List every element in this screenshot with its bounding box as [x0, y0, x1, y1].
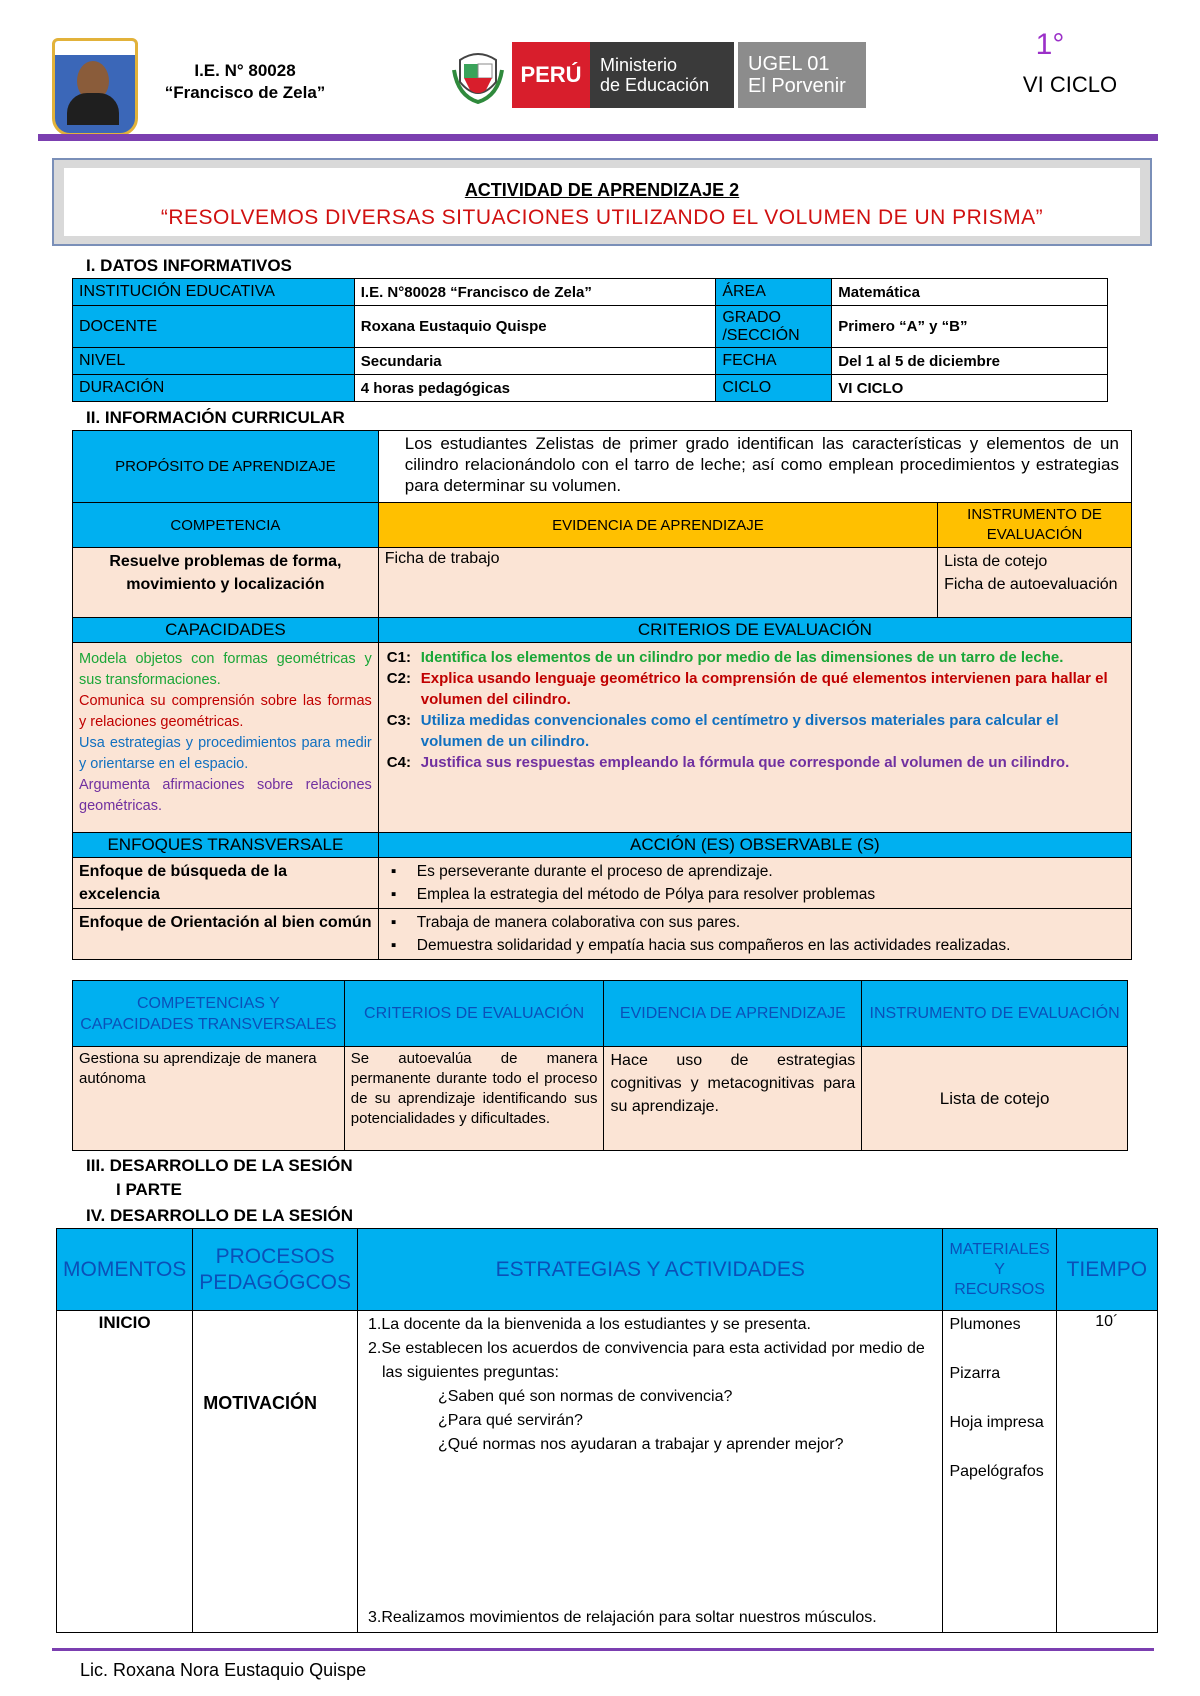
tiempo-value: 10´ [1056, 1311, 1157, 1633]
capacidad-item: Modela objetos con formas geométricas y sus transformaciones. [79, 651, 372, 688]
material-item: Papelógrafos [949, 1463, 1044, 1480]
fecha-label: FECHA [716, 348, 832, 375]
transversal-head-evidencia: EVIDENCIA DE APRENDIZAJE [604, 981, 862, 1047]
section-curricular-heading: II. INFORMACIÓN CURRICULAR [86, 408, 345, 427]
docente-value: Roxana Eustaquio Quispe [354, 306, 716, 348]
transversal-evidencia: Hace uso de estrategias cognitivas y metacognitivas para su aprendizaje. [604, 1047, 862, 1151]
area-label: ÁREA [716, 279, 832, 306]
accion-text: Es perseverante durante el proceso de aprendizaje. [416, 863, 773, 880]
transversal-competencia: Gestiona su aprendizaje de manera autónoma [73, 1047, 345, 1151]
materiales-list [943, 1311, 1056, 1633]
acciones-label: ACCIÓN (ES) OBSERVABLE (S) [378, 833, 1131, 858]
proceso-motivacion: MOTIVACIÓN [193, 1311, 358, 1633]
ugel-brand [738, 42, 866, 108]
accion-item [391, 860, 1125, 883]
pregunta-3: ¿Qué normas nos ayudaran a trabajar y aprender mejor? [437, 1436, 844, 1453]
competencia-value: Resuelve problemas de forma, movimiento y localización [73, 548, 379, 618]
transversal-head-instrumento: INSTRUMENTO DE EVALUACIÓN [862, 981, 1128, 1047]
activity-title: “RESOLVEMOS DIVERSAS SITUACIONES UTILIZANDO EL VOLUMEN DE UN PRISMA” [160, 206, 1044, 229]
instrumento-item: Ficha de autoevaluación [944, 576, 1118, 593]
accion-text: Demuestra solidaridad y empatía hacia sus compañeros en las actividades realizadas. [416, 937, 1011, 954]
datos-table [72, 278, 1108, 402]
ugel-line1: UGEL 01 [748, 53, 830, 75]
footer-author: Lic. Roxana Nora Eustaquio Quispe [80, 1660, 367, 1680]
criterio-key: C4: [386, 754, 411, 771]
proposito-label: PROPÓSITO DE APRENDIZAJE [73, 431, 379, 503]
actividad-2: 2.Se establecen los acuerdos de convivencia para esta actividad por medio de las siguientes preguntas: [367, 1340, 925, 1381]
grado-label: GRADO /SECCIÓN [716, 306, 832, 348]
actividades-cell [357, 1311, 942, 1633]
ministerio-line2: de Educación [600, 75, 710, 95]
criterios-label: CRITERIOS DE EVALUACIÓN [378, 618, 1131, 643]
section-desarrollo-heading-2: IV. DESARROLLO DE LA SESIÓN [86, 1206, 354, 1225]
school-title: “Francisco de Zela” [164, 83, 326, 102]
transversal-head-competencias: COMPETENCIAS Y CAPACIDADES TRANSVERSALES [73, 981, 345, 1047]
school-name [160, 60, 330, 104]
activity-number: ACTIVIDAD DE APRENDIZAJE 2 [464, 180, 740, 200]
head-momentos: MOMENTOS [57, 1229, 193, 1311]
area-value: Matemática [832, 279, 1108, 306]
transversal-criterio: Se autoevalúa de manera permanente durante todo el proceso de su aprendizaje identificando sus potencialidades y dificultades. [344, 1047, 604, 1151]
criterio-item [387, 752, 1121, 773]
pregunta-1: ¿Saben qué son normas de convivencia? [437, 1388, 733, 1405]
accion-item [391, 883, 1125, 906]
title-box [52, 158, 1152, 246]
capacidad-item: Usa estrategias y procedimientos para medir y orientarse en el espacio. [79, 735, 372, 772]
ugel-line2: El Porvenir [748, 75, 846, 97]
accion-item [391, 911, 1125, 934]
head-estrategias: ESTRATEGIAS Y ACTIVIDADES [357, 1229, 942, 1311]
transversal-table [72, 980, 1128, 1151]
criterio-key: C1: [386, 649, 411, 666]
head-materiales: MATERIALES Y RECURSOS [943, 1229, 1056, 1311]
proposito-text: Los estudiantes Zelistas de primer grado identifican las características y elementos de un cilindro relacionándolo con el tarro de leche; así como emplean procedimientos y estrategias para determinar su volumen. [378, 431, 1131, 503]
ciclo-label-cell: CICLO [716, 375, 832, 402]
head-procesos: PROCESOS PEDAGÓGCOS [193, 1229, 358, 1311]
section-desarrollo-heading: III. DESARROLLO DE LA SESIÓN [86, 1156, 353, 1175]
duracion-label: DURACIÓN [73, 375, 355, 402]
grado-value: Primero “A” y “B” [832, 306, 1108, 348]
capacidades-list [73, 643, 379, 833]
actividad-1: 1.La docente da la bienvenida a los estudiantes y se presenta. [367, 1316, 811, 1333]
evidencia-value: Ficha de trabajo [378, 548, 937, 618]
peru-brand: PERÚ [512, 42, 590, 108]
instrumento-item: Lista de cotejo [944, 553, 1048, 570]
transversal-head-criterios: CRITERIOS DE EVALUACIÓN [344, 981, 604, 1047]
header-divider [38, 134, 1158, 141]
criterio-item [387, 647, 1121, 668]
section-datos-heading: I. DATOS INFORMATIVOS [86, 256, 292, 275]
capacidad-item: Argumenta afirmaciones sobre relaciones geométricas. [79, 777, 372, 814]
material-item: Hoja impresa [949, 1414, 1044, 1431]
criterio-text: Identifica los elementos de un cilindro por medio de las dimensiones de un tarro de leche. [420, 649, 1064, 666]
nivel-label: NIVEL [73, 348, 355, 375]
duracion-value: 4 horas pedagógicas [354, 375, 716, 402]
criterio-item [387, 710, 1121, 752]
criterio-text: Justifica sus respuestas empleando la fórmula que corresponde al volumen de un cilindro. [420, 754, 1070, 771]
enfoques-label: ENFOQUES TRANSVERSALE [73, 833, 379, 858]
transversal-instrumento: Lista de cotejo [862, 1047, 1128, 1151]
bullet-icon: ▪ [390, 886, 397, 903]
nivel-value: Secundaria [354, 348, 716, 375]
bullet-icon: ▪ [390, 863, 397, 880]
material-item: Pizarra [949, 1365, 1001, 1382]
criterios-list [378, 643, 1131, 833]
ministerio-brand [590, 42, 734, 108]
ciclo-value: VI CICLO [832, 375, 1108, 402]
criterio-text: Utiliza medidas convencionales como el centímetro y diversos materiales para calcular el volumen de un cilindro. [420, 712, 1059, 750]
accion-text: Emplea la estrategia del método de Pólya para resolver problemas [416, 886, 876, 903]
enfoque-bien-comun: Enfoque de Orientación al bien común [73, 909, 379, 960]
criterio-text: Explica usando lenguaje geométrico la comprensión de qué elementos intervienen para hallar el volumen del cilindro. [420, 670, 1108, 708]
competencia-label: COMPETENCIA [73, 503, 379, 548]
curricular-table [72, 430, 1132, 960]
criterio-key: C3: [386, 712, 411, 729]
instrumento-value [938, 548, 1132, 618]
ciclo-label: VI CICLO [1022, 72, 1118, 97]
enfoque-bien-comun-acciones [378, 909, 1131, 960]
bullet-icon: ▪ [390, 914, 397, 931]
bullet-icon: ▪ [390, 937, 397, 954]
actividad-3: 3.Realizamos movimientos de relajación para soltar nuestros músculos. [367, 1609, 877, 1626]
instrumento-label: INSTRUMENTO DE EVALUACIÓN [938, 503, 1132, 548]
accion-text: Trabaja de manera colaborativa con sus pares. [416, 914, 741, 931]
material-item: Plumones [949, 1316, 1021, 1333]
capacidad-item: Comunica su comprensión sobre las formas y relaciones geométricas. [79, 693, 372, 730]
pregunta-2: ¿Para qué servirán? [437, 1412, 583, 1429]
docente-label: DOCENTE [73, 306, 355, 348]
momento-inicio: INICIO [57, 1311, 193, 1633]
criterio-key: C2: [386, 670, 411, 687]
grade-number: 1° [1035, 28, 1065, 61]
head-tiempo: TIEMPO [1056, 1229, 1157, 1311]
evidencia-label: EVIDENCIA DE APRENDIZAJE [378, 503, 937, 548]
school-number: I.E. N° 80028 [194, 61, 296, 80]
enfoque-excelencia-acciones [378, 858, 1131, 909]
ie-value: I.E. N°80028 “Francisco de Zela” [354, 279, 716, 306]
capacidades-label: CAPACIDADES [73, 618, 379, 643]
ministerio-line1: Ministerio [600, 55, 678, 75]
peru-shield-icon [452, 46, 504, 104]
school-crest-logo [52, 38, 138, 136]
footer-divider [52, 1648, 1154, 1651]
desarrollo-table [56, 1228, 1158, 1633]
enfoque-excelencia: Enfoque de búsqueda de la excelencia [73, 858, 379, 909]
criterio-item [387, 668, 1121, 710]
accion-item [391, 934, 1125, 957]
section-parte-heading: I PARTE [116, 1180, 182, 1199]
ie-label: INSTITUCIÓN EDUCATIVA [73, 279, 355, 306]
fecha-value: Del 1 al 5 de diciembre [832, 348, 1108, 375]
